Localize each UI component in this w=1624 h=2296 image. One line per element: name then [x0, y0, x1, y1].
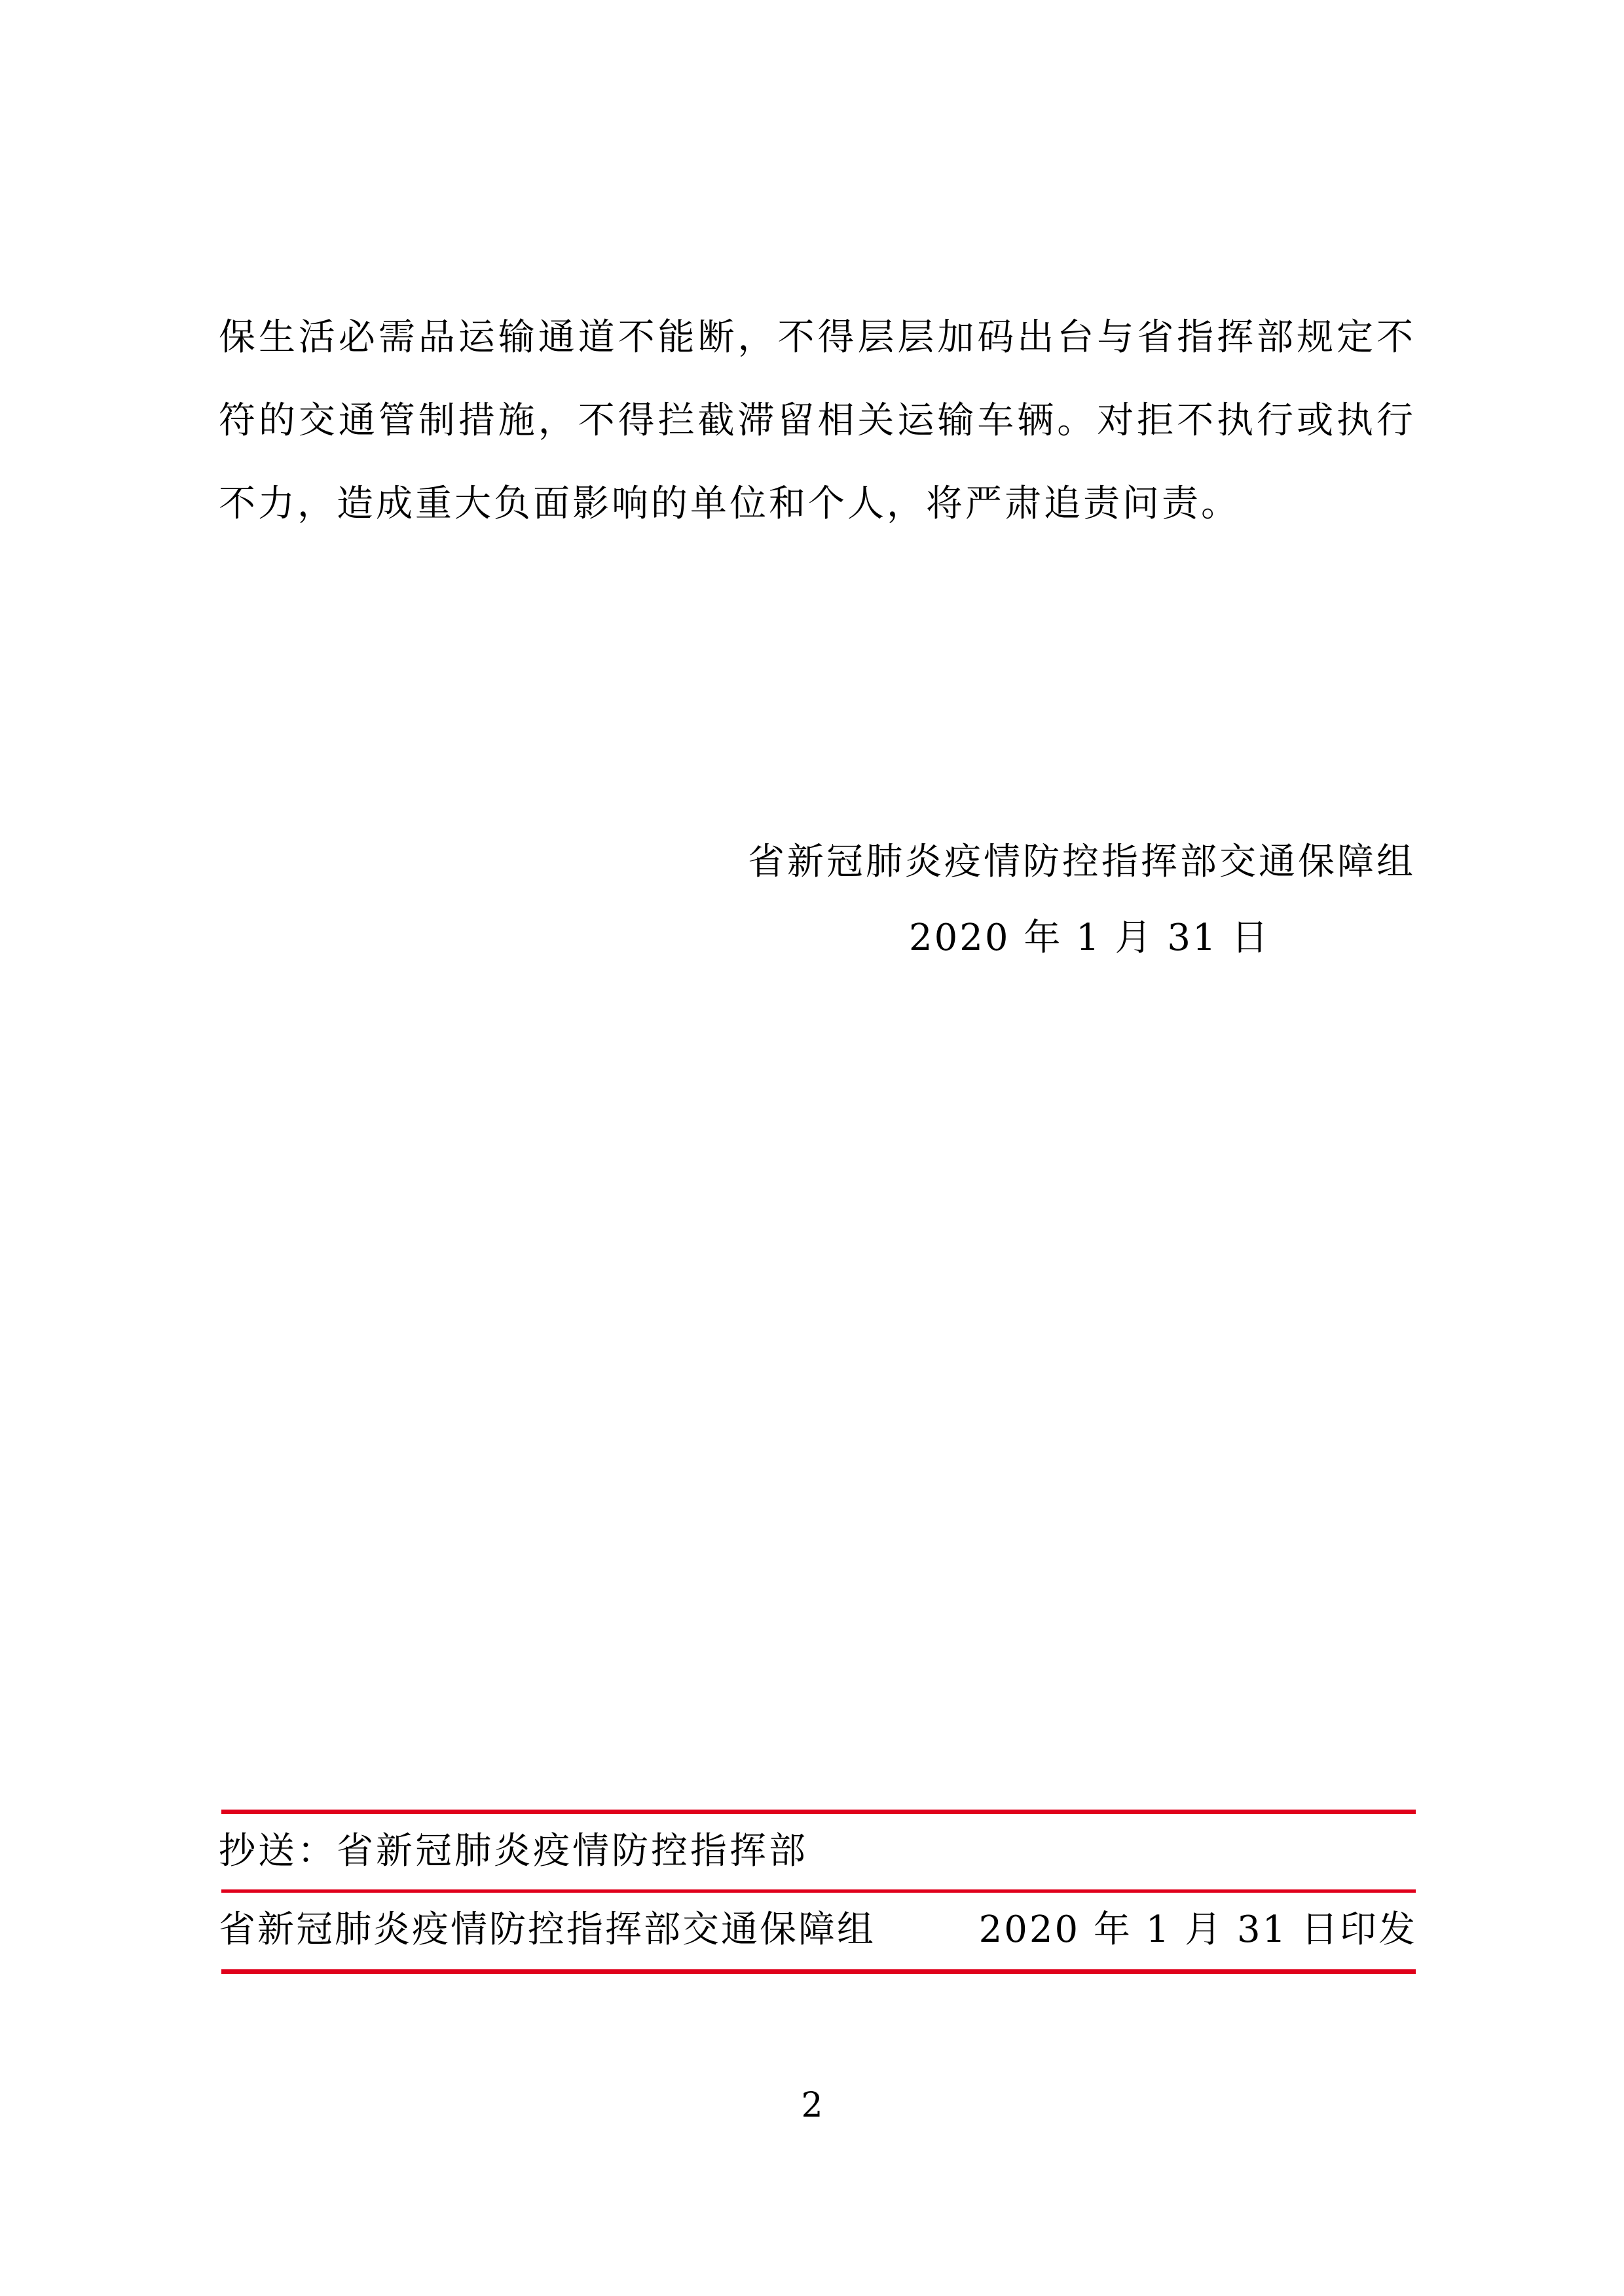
issue-line — [219, 1897, 1417, 1963]
signature-organization: 省新冠肺炎疫情防控指挥部交通保障组 — [748, 841, 1416, 883]
issuer-name: 省新冠肺炎疫情防控指挥部交通保障组 — [219, 1908, 876, 1951]
page-number: 2 — [801, 2086, 823, 2125]
footer-rule-bottom — [221, 1969, 1416, 1974]
footer-rule-middle — [221, 1889, 1416, 1893]
body-paragraph: 保生活必需品运输通道不能断，不得层层加码出台与省指挥部规定不符的交通管制措施，不得拦截滞留相关运输车辆。对拒不执行或执行不力，造成重大负面影响的单位和个人，将严肃追责问责。 — [219, 316, 1416, 525]
footer-rule-top — [221, 1810, 1416, 1814]
cc-line: 抄送：省新冠肺炎疫情防控指挥部 — [219, 1830, 808, 1872]
issue-date: 2020 年 1 月 31 日印发 — [978, 1908, 1417, 1951]
signature-date: 2020 年 1 月 31 日 — [909, 917, 1270, 959]
